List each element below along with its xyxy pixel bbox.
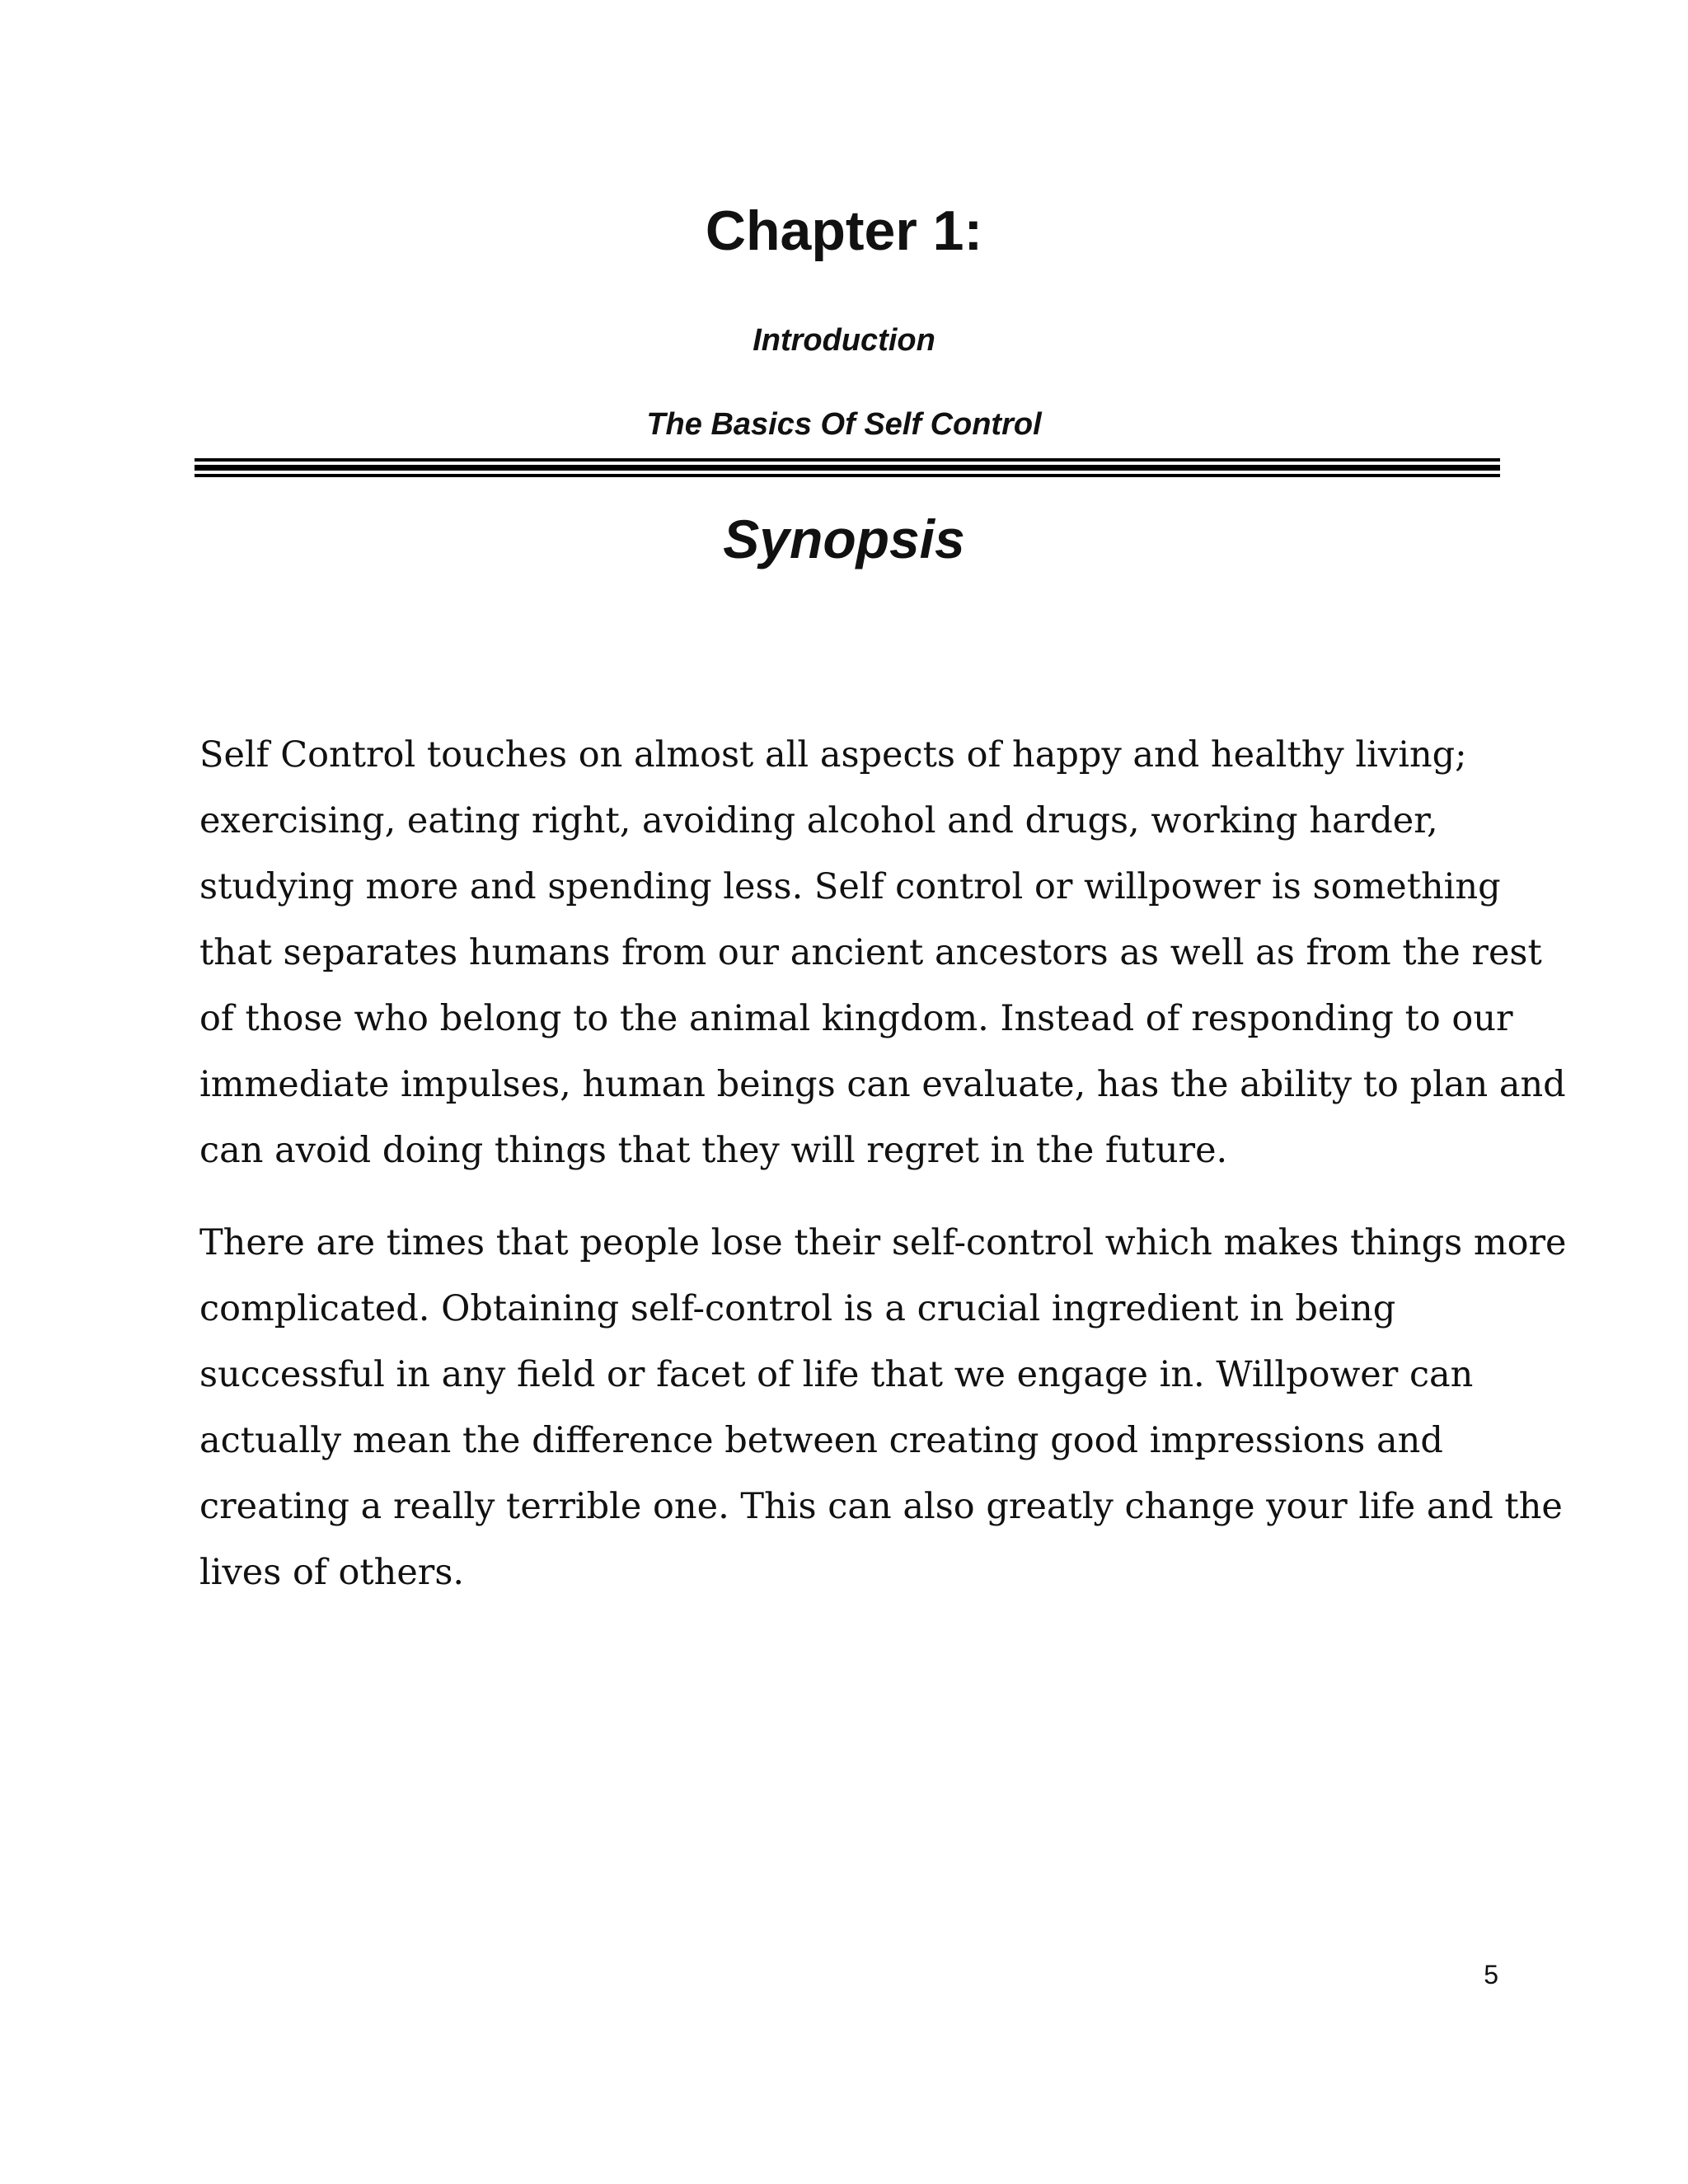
divider-line-middle <box>195 465 1500 471</box>
paragraph-line: lives of others. <box>199 1552 465 1593</box>
body-paragraph-1 <box>199 722 1566 1183</box>
paragraph-line: can avoid doing things that they will regret in the future. <box>199 1130 1228 1171</box>
section-heading-synopsis: Synopsis <box>723 509 965 569</box>
chapter-title: Chapter 1: <box>705 199 983 262</box>
paragraph-line: There are times that people lose their self-control which makes things more <box>199 1222 1567 1263</box>
paragraph-line: actually mean the difference between creating good impressions and <box>199 1420 1443 1461</box>
divider-line-bottom <box>195 474 1500 477</box>
chapter-subtitle-basics: The Basics Of Self Control <box>646 407 1042 442</box>
triple-divider-rule <box>195 458 1500 478</box>
paragraph-line: successful in any field or facet of life that we engage in. Willpower can <box>199 1354 1474 1395</box>
paragraph-line: that separates humans from our ancient ancestors as well as from the rest <box>199 932 1542 973</box>
paragraph-line: exercising, eating right, avoiding alcohol and drugs, working harder, <box>199 800 1438 841</box>
paragraph-line: studying more and spending less. Self control or willpower is something <box>199 866 1501 907</box>
paragraph-line: immediate impulses, human beings can evaluate, has the ability to plan and <box>199 1064 1566 1105</box>
paragraph-line: of those who belong to the animal kingdom. Instead of responding to our <box>199 998 1513 1039</box>
paragraph-line: complicated. Obtaining self-control is a crucial ingredient in being <box>199 1288 1396 1329</box>
page-number: 5 <box>1484 1960 1498 1990</box>
chapter-subtitle-introduction: Introduction <box>753 323 935 358</box>
paragraph-line: Self Control touches on almost all aspects of happy and healthy living; <box>199 734 1467 776</box>
divider-line-top <box>195 458 1500 462</box>
paragraph-line: creating a really terrible one. This can also greatly change your life and the <box>199 1486 1563 1527</box>
body-paragraph-2 <box>199 1210 1567 1605</box>
